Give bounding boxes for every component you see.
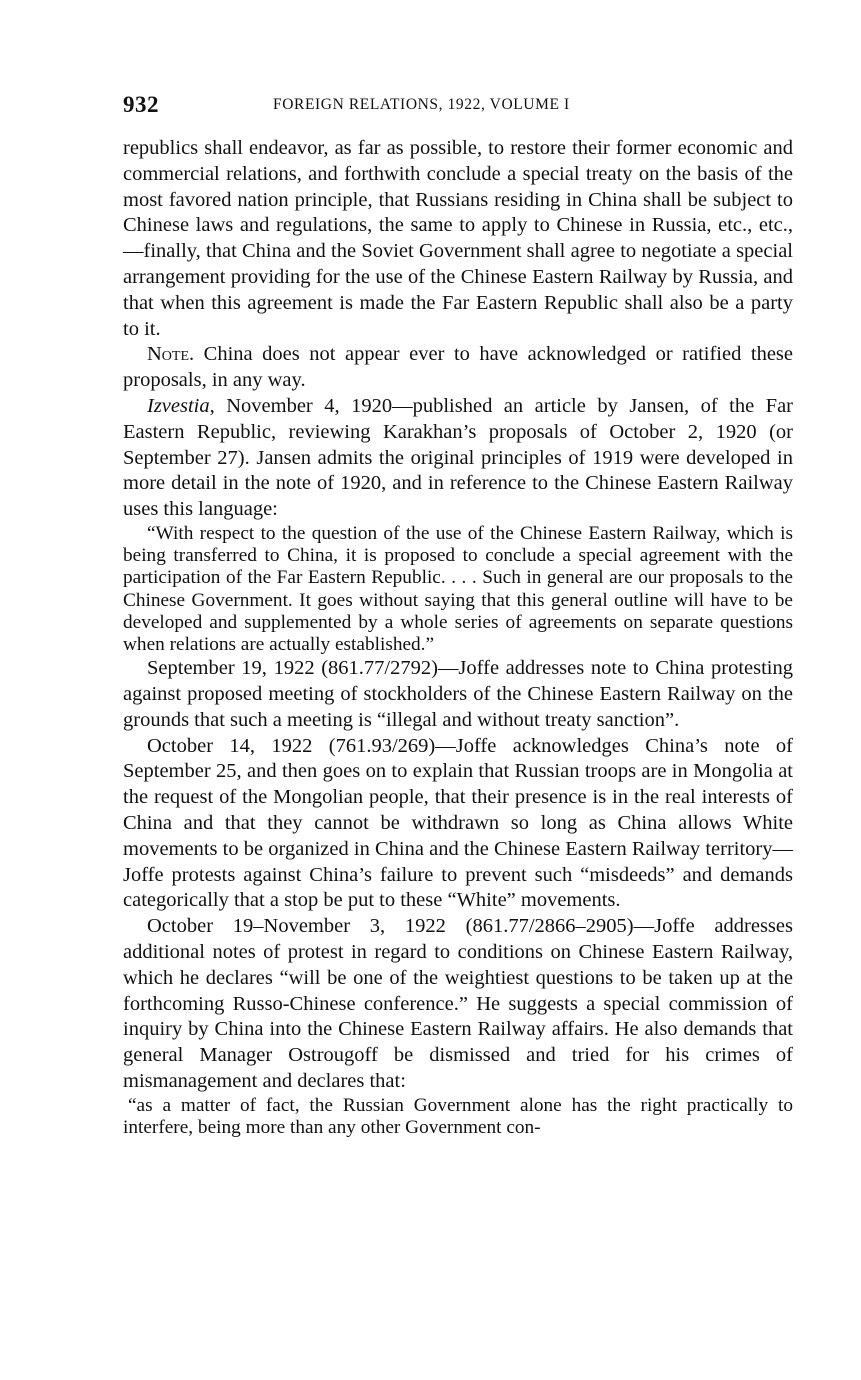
paragraph-oct-19: October 19–November 3, 1922 (861.77/2866–2905)—Joffe addresses additional notes of protest in regard to conditions on Chinese Eastern Railway, which he declares “will be one of the weightiest questions to be taken up at the forthcoming Russo-Chinese conference.” He suggests a special commission of inquiry by China into the Chinese Eastern Railway affairs. He also demands that general Manager Ostrougoff be dismissed and tried for his crimes of mismanagement and declares that: bbox=[123, 915, 793, 1092]
document-page bbox=[123, 90, 793, 1139]
page-number: 932 bbox=[123, 92, 159, 117]
paragraph-continuation: republics shall endeavor, as far as possible, to restore their former economic and commercial relations, and forthwith conclude a special treaty on the basis of the most favored nation principle, that Russians residing in China shall be subject to Chinese laws and regulations, the same to apply to Chinese in Russia, etc., etc.,—finally, that China and the Soviet Government shall agree to negotiate a special arrangement providing for the use of the Chinese Eastern Railway by Russia, and that when this agreement is made the Far Eastern Republic shall also be a party to it. bbox=[123, 137, 793, 340]
running-head: FOREIGN RELATIONS, 1922, VOLUME I bbox=[273, 96, 570, 113]
note-paragraph bbox=[123, 342, 793, 394]
block-quote-jansen: “With respect to the question of the use of the Chinese Eastern Railway, which is being transferred to China, it is proposed to conclude a special agreement with the participation of the Far Eastern Republic. . . . Such in general are our proposals to the Chinese Government. It goes without saying that this general outline will have to be developed and supplemented by a whole series of agreements on separate questions when relations are actually established.” bbox=[123, 522, 793, 655]
paragraph-sept-19: September 19, 1922 (861.77/2792)—Joffe addresses note to China protesting against proposed meeting of stockholders of the Chinese Eastern Railway on the grounds that such a meeting is “illegal and without treaty sanction”. bbox=[123, 657, 793, 731]
note-label: Note. bbox=[147, 343, 195, 366]
izvestia-text: , November 4, 1920—published an article by Jansen, of the Far Eastern Republic, reviewing Karakhan’s proposals of October 2, 1920 (or September 27). Jansen admits the original principles of 1919 were developed in more detail in the note of 1920, and in reference to the Chinese Eastern Railway uses this language: bbox=[123, 394, 793, 521]
page-header bbox=[123, 90, 793, 124]
note-text: China does not appear ever to have acknowledged or ratified these proposals, in any way. bbox=[123, 343, 793, 392]
izvestia-title: Izvestia bbox=[147, 394, 210, 417]
paragraph-oct-14: October 14, 1922 (761.93/269)—Joffe acknowledges China’s note of September 25, and then goes on to explain that Russian troops are in Mongolia at the request of the Mongolian people, that their presence is in the real interests of China and that they cannot be withdrawn so long as China allows White movements to be organized in China and the Chinese Eastern Railway territory—Joffe protests against China’s failure to prevent such “misdeeds” and demands categorically that a stop be put to these “White” movements. bbox=[123, 734, 793, 912]
block-quote-joffe: “as a matter of fact, the Russian Government alone has the right practically to interfere, being more than any other Government con- bbox=[123, 1094, 793, 1138]
body-text bbox=[123, 136, 793, 1139]
izvestia-paragraph bbox=[123, 394, 793, 523]
